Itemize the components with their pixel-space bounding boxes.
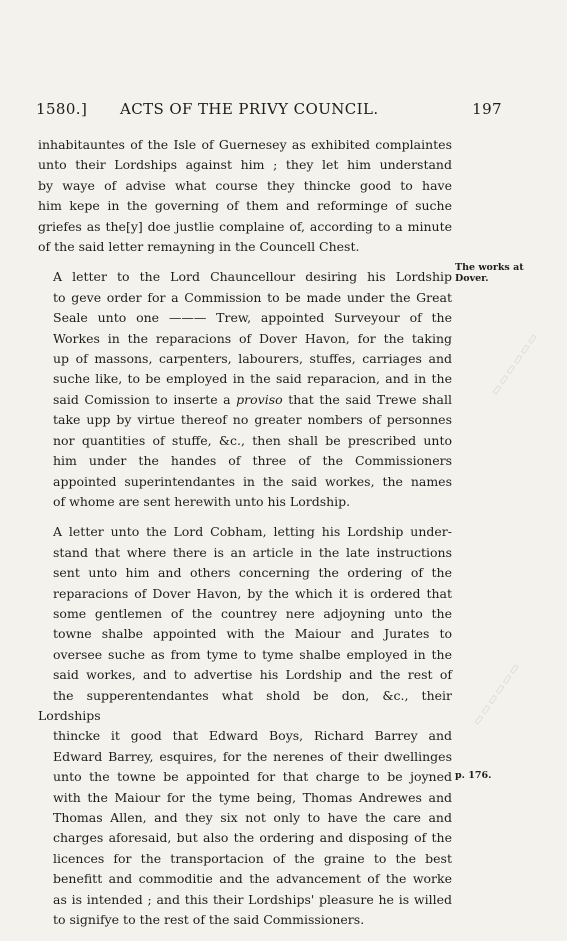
text-line: nor quantities of stuffe, &c., then shall be prescribed unto: [53, 432, 452, 448]
text-line: charges aforesaid, but also the ordering and disposing of the: [53, 830, 452, 846]
text-line: some gentlemen of the countrey nere adjoyning unto the: [53, 605, 452, 621]
margin-note-dover: [455, 262, 535, 284]
page-reference: p. 176.: [455, 770, 492, 781]
paragraph-lord-cobham: [38, 522, 452, 930]
text-line: griefes as the[y] doe justlie complaine of, according to a minute: [38, 218, 452, 234]
body-text: [38, 135, 452, 930]
margin-note-line: The works at: [455, 262, 524, 273]
text-line: oversee suche as from tyme to tyme shalbe employed in the: [53, 646, 452, 662]
text-line: with the Maiour for the tyme being, Thomas Andrewes and: [53, 789, 452, 805]
text-line: him kepe in the governing of them and reforminge of suche: [38, 198, 452, 214]
header-page-number: 197: [472, 100, 502, 118]
text-line: Seale unto one ——— Trew, appointed Surveyour of the: [53, 310, 452, 326]
text-line: take upp by virtue thereof no greater nombers of personnes: [53, 412, 452, 428]
text-line: unto their Lordships against him ; they let him understand: [38, 157, 452, 173]
text-line: said workes, and to advertise his Lordship and the rest of: [53, 667, 452, 683]
text-line: unto the towne be appointed for that charge to be joyned: [53, 769, 452, 785]
watermark-stamp: ▭▭▭▭▭▭: [488, 329, 542, 398]
text-line: stand that where there is an article in the late instructions: [53, 544, 452, 560]
watermark-stamp: ▭▭▭▭▭▭: [470, 659, 524, 728]
text-line: the supperentendantes what shold be don, &c., their Lordships: [38, 687, 452, 723]
text-line: reparacions of Dover Havon, by the which it is ordered that: [53, 585, 452, 601]
text-line: Edward Barrey, esquires, for the nerenes of their dwellinges: [53, 748, 452, 764]
header-title: ACTS OF THE PRIVY COUNCIL.: [120, 100, 379, 118]
text-line: him under the handes of three of the Commissioners: [53, 453, 452, 469]
paragraph-lord-chancellor: [38, 267, 452, 512]
text-line: to signifye to the rest of the said Commissioners.: [53, 912, 365, 928]
text-line: suche like, to be employed in the said reparacion, and in the: [53, 371, 452, 387]
text-line: towne shalbe appointed with the Maiour and Jurates to: [53, 626, 452, 642]
text-line: up of massons, carpenters, labourers, stuffes, carriages and: [53, 351, 452, 367]
text-line: inhabitauntes of the Isle of Guernesey as exhibited complaintes: [38, 137, 452, 152]
text-line: as is intended ; and this their Lordships' pleasure he is willed: [53, 891, 452, 907]
text-line: of whome are sent herewith unto his Lordship.: [53, 493, 351, 509]
text-line: Workes in the reparacions of Dover Havon, for the taking: [53, 330, 452, 346]
text-line: by waye of advise what course they thincke good to have: [38, 177, 452, 193]
paragraph-guernsey: [38, 135, 452, 257]
text-line: Thomas Allen, and they six not only to have the care and: [53, 810, 452, 825]
text-line: A letter to the Lord Chauncellour desiring his Lordship: [53, 269, 452, 285]
text-line: A letter unto the Lord Cobham, letting his Lordship under-: [53, 524, 452, 540]
margin-note-page-ref: [455, 770, 535, 781]
text-line: thincke it good that Edward Boys, Richard Barrey and: [53, 728, 452, 744]
text-line: of the said letter remayning in the Councell Chest.: [38, 239, 360, 255]
text-line: sent unto him and others concerning the ordering of the: [53, 565, 452, 581]
text-line: appointed superintendantes in the said workes, the names: [53, 473, 452, 489]
text-line: benefitt and commoditie and the advancement of the worke: [53, 871, 452, 887]
running-header: [36, 100, 502, 122]
text-line: said Comission to inserte a proviso that the said Trewe shall: [53, 391, 452, 407]
header-year: 1580.]: [36, 100, 88, 118]
margin-note-line: Dover.: [455, 273, 489, 284]
text-line: licences for the transportacion of the graine to the best: [53, 850, 452, 866]
text-line: to geve order for a Commission to be made under the Great: [53, 289, 452, 305]
